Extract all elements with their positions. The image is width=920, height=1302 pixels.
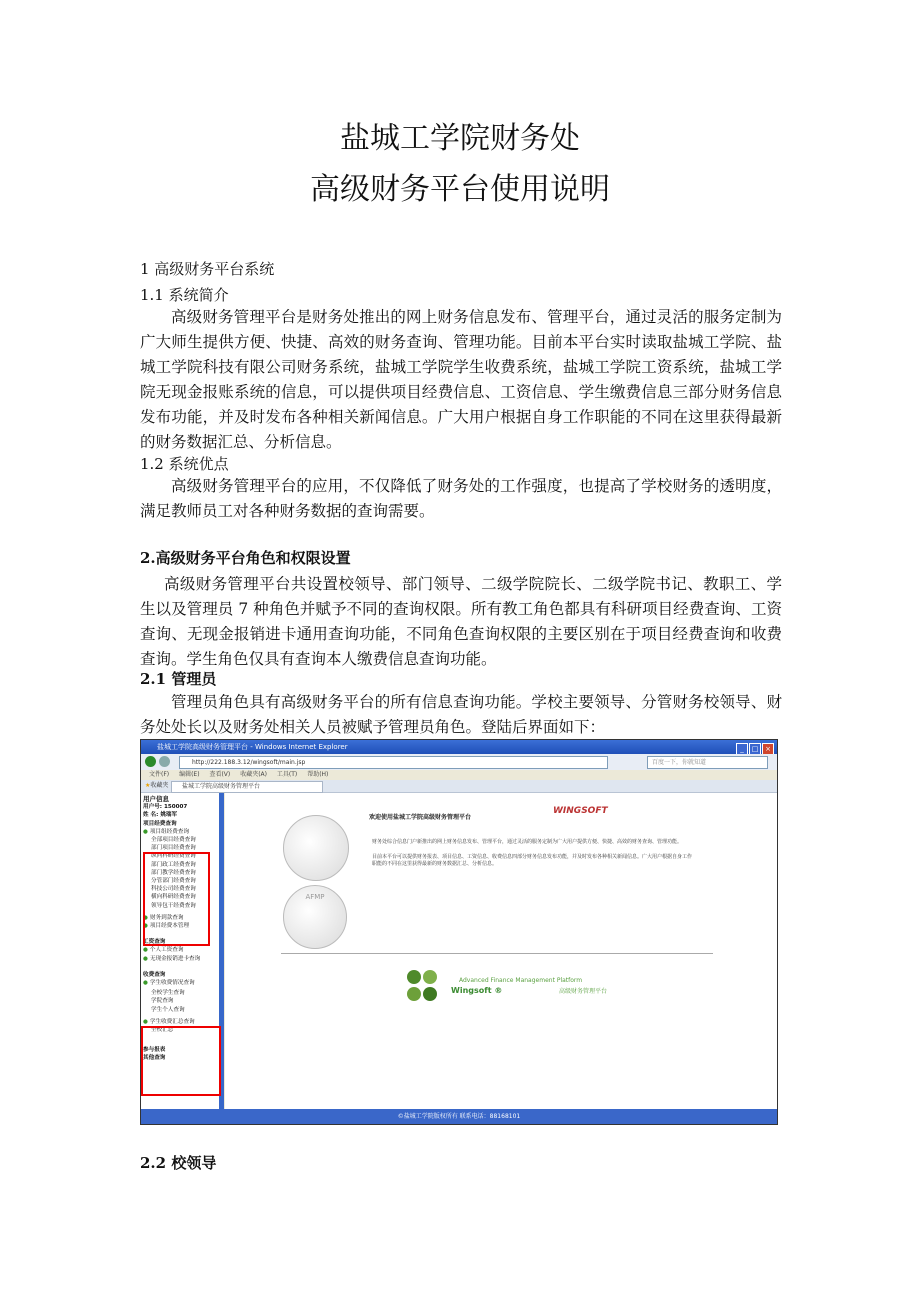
finance-dept-item[interactable]: ● 财务到款查询 bbox=[141, 914, 219, 922]
menu-favorites[interactable]: 收藏夹(A) bbox=[240, 771, 267, 778]
salary-query-heading[interactable]: 工资查询 bbox=[143, 939, 166, 946]
menu-edit[interactable]: 编辑(E) bbox=[179, 771, 200, 778]
dept-item-2[interactable]: 部门政工经费查询 bbox=[151, 861, 196, 868]
highlight-box-project bbox=[143, 852, 210, 946]
window-title: 盐城工学院高级财务管理平台 - Windows Internet Explorer bbox=[157, 743, 348, 751]
menu-bar bbox=[141, 770, 777, 780]
fee-item-0[interactable]: 全校学生查询 bbox=[151, 990, 185, 997]
section-1-1-paragraph: 高级财务管理平台是财务处推出的网上财务信息发布、管理平台，通过灵活的服务定制为广大师生提供方便、快捷、高效的财务查询、管理功能。目前本平台实时读取盐城工学院、盐城工学院科技有限公司财务系统，盐城工学院学生收费系统，盐城工学院工资系统，盐城工学院无现金报账系统的信息，可以提供项目经费信息、工资信息、学生缴费信息三部分财务信息发布功能，并及时发布各种相关新闻信息。广大用户根据自身工作职能的不同在这里获得最新的财务数据汇总、分析信息。 bbox=[140, 308, 782, 451]
section-1-2-heading: 1.2 系统优点 bbox=[140, 455, 229, 473]
url-input[interactable]: http://222.188.3.12/wingsoft/main.jsp bbox=[179, 756, 608, 769]
window-titlebar bbox=[141, 740, 777, 754]
doc-title-line1: 盐城工学院财务处 bbox=[340, 121, 580, 156]
fee-summary-item[interactable]: ● 学生收费汇总查询 bbox=[141, 1018, 219, 1026]
section-1-1-heading: 1.1 系统简介 bbox=[140, 286, 229, 304]
status-bar: ©盐城工学院版权所有 联系电话：88168101 bbox=[141, 1109, 777, 1124]
section-1-heading: 1 高级财务平台系统 bbox=[140, 260, 275, 278]
dept-item-0[interactable]: 部门项目经费查询 bbox=[151, 845, 196, 852]
menu-view[interactable]: 查看(V) bbox=[209, 771, 231, 778]
welcome-text-1: 财务处综合信息门户新推出的网上财务信息发布、管理平台，通过灵活的服务定制为广大用户提供方便、快捷、高效的财务查询、管理功能。 bbox=[372, 839, 683, 845]
dept-item-6[interactable]: 横向科研经费查询 bbox=[151, 894, 196, 901]
leaf-logo-icon bbox=[404, 969, 442, 1003]
doc-title-line2: 高级财务平台使用说明 bbox=[310, 172, 610, 207]
cashless-item[interactable]: ● 无现金报销进卡查询 bbox=[141, 955, 219, 963]
forward-icon[interactable] bbox=[159, 756, 170, 767]
other-item[interactable]: 其他查询 bbox=[143, 1055, 166, 1062]
fee-query-heading[interactable]: 收费查询 bbox=[143, 971, 166, 978]
dept-item-3[interactable]: 部门教学经费查询 bbox=[151, 869, 196, 876]
section-1-2-paragraph: 高级财务管理平台的应用，不仅降低了财务处的工作强度，也提高了学校财务的透明度，满足教师员工对各种财务数据的查询需要。 bbox=[140, 477, 782, 520]
platform-screenshot bbox=[140, 739, 778, 1125]
dept-item-5[interactable]: 科技公司经费查询 bbox=[151, 886, 196, 893]
user-name: 姓 名: 姚瑞军 bbox=[143, 812, 178, 819]
minimize-icon[interactable]: _ bbox=[736, 743, 748, 755]
server-image bbox=[283, 815, 349, 881]
project-group-item[interactable]: ● 项目组经费查询 bbox=[141, 828, 219, 836]
highlight-box-fee bbox=[141, 1026, 221, 1096]
dept-item-1[interactable]: 纵向科研经费查询 bbox=[151, 853, 196, 860]
section-2-2-heading: 2.2 校领导 bbox=[140, 1154, 217, 1172]
participate-item[interactable]: 参与报表 bbox=[143, 1047, 166, 1054]
fee-item-2[interactable]: 学生个人查询 bbox=[151, 1006, 185, 1013]
section-2-heading: 2.高级财务平台角色和权限设置 bbox=[140, 549, 351, 567]
all-projects-item[interactable]: 全部项目经费查询 bbox=[151, 837, 196, 844]
close-icon[interactable]: × bbox=[762, 743, 774, 755]
afmp-image: AFMP bbox=[283, 885, 347, 949]
personal-salary-item[interactable]: ● 个人工资查询 bbox=[141, 946, 219, 954]
tab-bar bbox=[141, 780, 777, 793]
favorites-button[interactable]: ★收藏夹 bbox=[145, 782, 169, 789]
all-summary-item[interactable]: 全校汇总 bbox=[151, 1027, 174, 1034]
menu-help[interactable]: 帮助(H) bbox=[307, 771, 329, 778]
main-content bbox=[225, 793, 777, 1109]
logo-chinese-text: 高级财务管理平台 bbox=[559, 988, 608, 995]
star-icon: ★ bbox=[145, 782, 151, 789]
section-2-paragraph: 高级财务管理平台共设置校领导、部门领导、二级学院院长、二级学院书记、教职工、学生以及管理员 7 种角色并赋予不同的查询权限。所有教工角色都具有科研项目经费查询、工资查询、无现金报销进卡通用查询功能，不同角色查询权限的主要区别在于项目经费查询和收费查询。学生角色仅具有查询本人缴费信息查询功能。 bbox=[140, 575, 782, 668]
maximize-icon[interactable]: □ bbox=[749, 743, 761, 755]
menu-tools[interactable]: 工具(T) bbox=[276, 771, 298, 778]
user-number: 用户号: 150007 bbox=[143, 804, 188, 811]
search-input[interactable]: 百度一下，你就知道 bbox=[647, 756, 768, 769]
browser-tab[interactable]: 盐城工学院高级财务管理平台 bbox=[171, 781, 323, 793]
welcome-title: 欢迎使用盐城工学院高级财务管理平台 bbox=[369, 814, 472, 821]
fee-item-1[interactable]: 学院查询 bbox=[151, 998, 174, 1005]
back-icon[interactable] bbox=[145, 756, 156, 767]
wingsoft-logo: WINGSOFT bbox=[553, 806, 608, 816]
logo-english-text: Advanced Finance Management Platform bbox=[459, 977, 583, 984]
logo-brand-text: Wingsoft ® bbox=[451, 986, 503, 995]
divider bbox=[281, 953, 713, 954]
section-2-1-paragraph: 管理员角色具有高级财务平台的所有信息查询功能。学校主要领导、分管财务校领导、财务处处长以及财务处相关人员被赋予管理员角色。登陆后界面如下： bbox=[140, 693, 782, 736]
user-info-heading: 用户信息 bbox=[143, 795, 169, 803]
student-fee-item[interactable]: ● 学生收费情况查询 bbox=[141, 979, 219, 987]
project-manage-item[interactable]: ● 项目经费本管理 bbox=[141, 922, 219, 930]
dept-item-4[interactable]: 分管部门经费查询 bbox=[151, 878, 196, 885]
menu-file[interactable]: 文件(F) bbox=[149, 771, 170, 778]
project-query-heading[interactable]: 项目经费查询 bbox=[143, 820, 177, 827]
section-2-1-heading: 2.1 管理员 bbox=[140, 670, 217, 688]
dept-item-7[interactable]: 领导包干经费查询 bbox=[151, 902, 196, 909]
address-bar bbox=[141, 754, 777, 770]
welcome-text-2: 目前本平台可以提供财务报表、项目信息、工资信息、收费信息四部分财务信息发布功能，并及时发布各种相关新闻信息。广大用户根据自身工作职能的不同在这里获得最新的财务数据汇总、分析信息。 bbox=[372, 854, 693, 867]
